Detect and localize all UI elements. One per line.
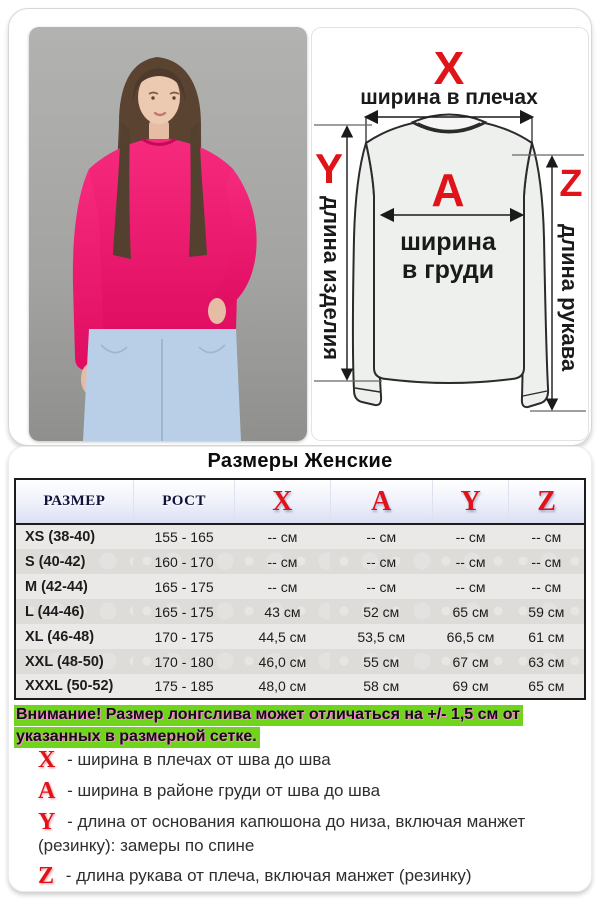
measurement-diagram	[311, 27, 589, 441]
cell-size-label: XL (46-48)	[15, 624, 133, 649]
cell-size-label: XS (38-40)	[15, 524, 133, 549]
cell-value: 65 см	[432, 599, 508, 624]
cell-value: -- см	[432, 524, 508, 549]
cell-value: 61 см	[509, 624, 585, 649]
cell-value: -- см	[432, 574, 508, 599]
eye-left	[151, 96, 154, 99]
cell-value: 58 см	[330, 674, 432, 699]
cell-size-label: XXXL (50-52)	[15, 674, 133, 699]
cell-value: -- см	[509, 524, 585, 549]
cell-size-label: S (40-42)	[15, 549, 133, 574]
legend-text: - ширина в плечах от шва до шва	[62, 750, 331, 769]
col-header-height: РОСТ	[133, 479, 234, 524]
x-letter: X	[433, 42, 465, 94]
table-row	[15, 599, 585, 624]
cell-value: 55 см	[330, 649, 432, 674]
cell-value: 165 - 175	[133, 599, 234, 624]
cell-value: 43 см	[235, 599, 330, 624]
cell-value: -- см	[509, 574, 585, 599]
table-header-row	[15, 479, 585, 524]
table-row	[15, 624, 585, 649]
legend-text: - длина рукава от плеча, включая манжет (резинку)	[61, 866, 472, 885]
legend-letter: Z	[38, 863, 55, 889]
cell-value: 44,5 см	[235, 624, 330, 649]
cell-value: 170 - 175	[133, 624, 234, 649]
legend-item	[38, 779, 578, 803]
cell-value: 48,0 см	[235, 674, 330, 699]
legend-letter: Y	[38, 809, 56, 835]
top-card	[8, 8, 592, 446]
cell-value: 155 - 165	[133, 524, 234, 549]
a-caption-line2: в груди	[401, 256, 495, 284]
cell-value: -- см	[235, 549, 330, 574]
cell-value: 52 см	[330, 599, 432, 624]
cell-value: 53,5 см	[330, 624, 432, 649]
cell-size-label: L (44-46)	[15, 599, 133, 624]
cell-value: 170 - 180	[133, 649, 234, 674]
cell-value: -- см	[330, 549, 432, 574]
legend-list	[38, 748, 578, 895]
table-row	[15, 549, 585, 574]
section-title: Размеры Женские	[207, 450, 393, 472]
model-photo	[29, 27, 307, 441]
cell-value: 67 см	[432, 649, 508, 674]
cell-value: 160 - 170	[133, 549, 234, 574]
cell-size-label: XXL (48-50)	[15, 649, 133, 674]
table-row	[15, 649, 585, 674]
a-letter: A	[431, 164, 465, 216]
x-caption: ширина в плечах	[360, 86, 538, 109]
warning-line-2: указанных в размерной сетке.	[14, 727, 260, 748]
eye-right	[172, 96, 175, 99]
cell-value: 69 см	[432, 674, 508, 699]
size-warning	[14, 705, 589, 749]
cell-value: -- см	[509, 549, 585, 574]
model-photo-art	[29, 27, 307, 441]
z-letter: Z	[559, 163, 583, 205]
y-letter: Y	[314, 145, 344, 192]
cell-value: 165 - 175	[133, 574, 234, 599]
table-row	[15, 674, 585, 699]
col-header-x: X	[235, 479, 330, 524]
cell-value: 66,5 см	[432, 624, 508, 649]
legend-letter: A	[38, 778, 56, 804]
legend-item	[38, 810, 578, 857]
cell-value: -- см	[330, 524, 432, 549]
a-caption-line1: ширина	[400, 228, 496, 256]
col-header-z: Z	[509, 479, 585, 524]
cell-value: -- см	[330, 574, 432, 599]
legend-letter: X	[38, 747, 56, 773]
cell-value: 46,0 см	[235, 649, 330, 674]
y-caption: длина изделия	[319, 196, 344, 361]
cell-value: 175 - 185	[133, 674, 234, 699]
legend-text: - длина от основания капюшона до низа, включая манжет (резинку): замеры по спине	[38, 812, 526, 855]
legend-item	[38, 748, 578, 772]
legend-text: - ширина в районе груди от шва до шва	[62, 781, 381, 800]
cell-value: -- см	[235, 524, 330, 549]
size-table-body	[15, 524, 585, 699]
cell-value: -- см	[235, 574, 330, 599]
legend-item	[38, 864, 578, 888]
col-header-a: A	[330, 479, 432, 524]
size-table	[14, 478, 586, 700]
cell-value: 63 см	[509, 649, 585, 674]
table-row	[15, 524, 585, 549]
col-header-size: РАЗМЕР	[15, 479, 133, 524]
cell-value: -- см	[432, 549, 508, 574]
z-caption: длина рукава	[557, 224, 582, 372]
table-row	[15, 574, 585, 599]
size-table-wrap	[14, 478, 586, 700]
cell-size-label: M (42-44)	[15, 574, 133, 599]
longsleeve-diagram	[312, 28, 588, 440]
cell-value: 65 см	[509, 674, 585, 699]
cell-value: 59 см	[509, 599, 585, 624]
hand-right	[208, 298, 226, 324]
warning-line-1: Внимание! Размер лонгслива может отличаться на +/- 1,5 см от	[14, 705, 523, 726]
col-header-y: Y	[432, 479, 508, 524]
